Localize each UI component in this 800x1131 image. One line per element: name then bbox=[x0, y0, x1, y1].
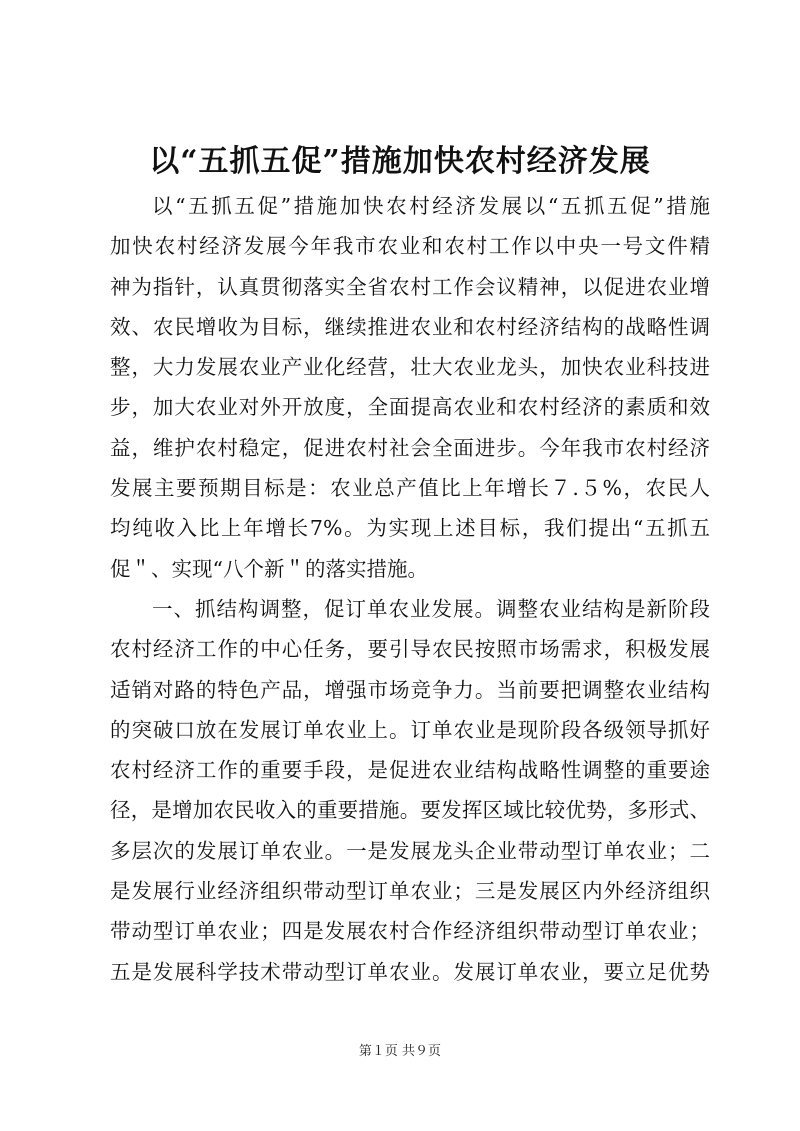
paragraph-line: 益，维护农村稳定，促进农村社会全面进步。今年我市农村经济 bbox=[110, 435, 710, 460]
paragraph-line: 五是发展科学技术带动型订单农业。发展订单农业，要立足优势 bbox=[110, 959, 710, 984]
page-footer: 第１页 共９页 bbox=[358, 1044, 442, 1059]
paragraph-line: 农村经济工作的中心任务，要引导农民按照市场需求，积极发展 bbox=[110, 637, 710, 662]
paragraph-line: 带动型订单农业；四是发展农村合作经济组织带动型订单农业； bbox=[110, 919, 710, 944]
paragraph-line: 神为指针，认真贯彻落实全省农村工作会议精神，以促进农业增 bbox=[110, 274, 710, 299]
document-title: 以“五抓五促”措施加快农村经济发展 bbox=[149, 144, 651, 179]
paragraph-line: 发展主要预期目标是：农业总产值比上年增长７.５%，农民人 bbox=[110, 476, 710, 501]
paragraph-line: 促＂、实现“八个新＂的落实措施。 bbox=[110, 556, 428, 581]
paragraph-line: 是发展行业经济组织带动型订单农业；三是发展区内外经济组织 bbox=[110, 879, 710, 904]
paragraph-line: 整，大力发展农业产业化经营，壮大农业龙头，加快农业科技进 bbox=[110, 355, 710, 380]
paragraph-line: 的突破口放在发展订单农业上。订单农业是现阶段各级领导抓好 bbox=[110, 717, 710, 742]
paragraph-line: 农村经济工作的重要手段，是促进农业结构战略性调整的重要途 bbox=[110, 758, 710, 783]
paragraph-line: 均纯收入比上年增长7%。为实现上述目标，我们提出“五抓五 bbox=[110, 516, 710, 541]
paragraph-line: 步，加大农业对外开放度，全面提高农业和农村经济的素质和效 bbox=[110, 395, 710, 420]
paragraph-line: 适销对路的特色产品，增强市场竞争力。当前要把调整农业结构 bbox=[110, 677, 710, 702]
paragraph-line: 一、抓结构调整，促订单农业发展。调整农业结构是新阶段 bbox=[152, 596, 710, 621]
paragraph-line: 加快农村经济发展今年我市农业和农村工作以中央一号文件精 bbox=[110, 234, 710, 259]
document-body bbox=[110, 186, 710, 992]
paragraph-line: 多层次的发展订单农业。一是发展龙头企业带动型订单农业；二 bbox=[110, 838, 710, 863]
paragraph-line: 以“五抓五促”措施加快农村经济发展以“五抓五促”措施 bbox=[152, 194, 710, 218]
paragraph-line: 径，是增加农民收入的重要措施。要发挥区域比较优势，多形式、 bbox=[110, 798, 710, 823]
paragraph-line: 效、农民增收为目标，继续推进农业和农村经济结构的战略性调 bbox=[110, 314, 710, 339]
